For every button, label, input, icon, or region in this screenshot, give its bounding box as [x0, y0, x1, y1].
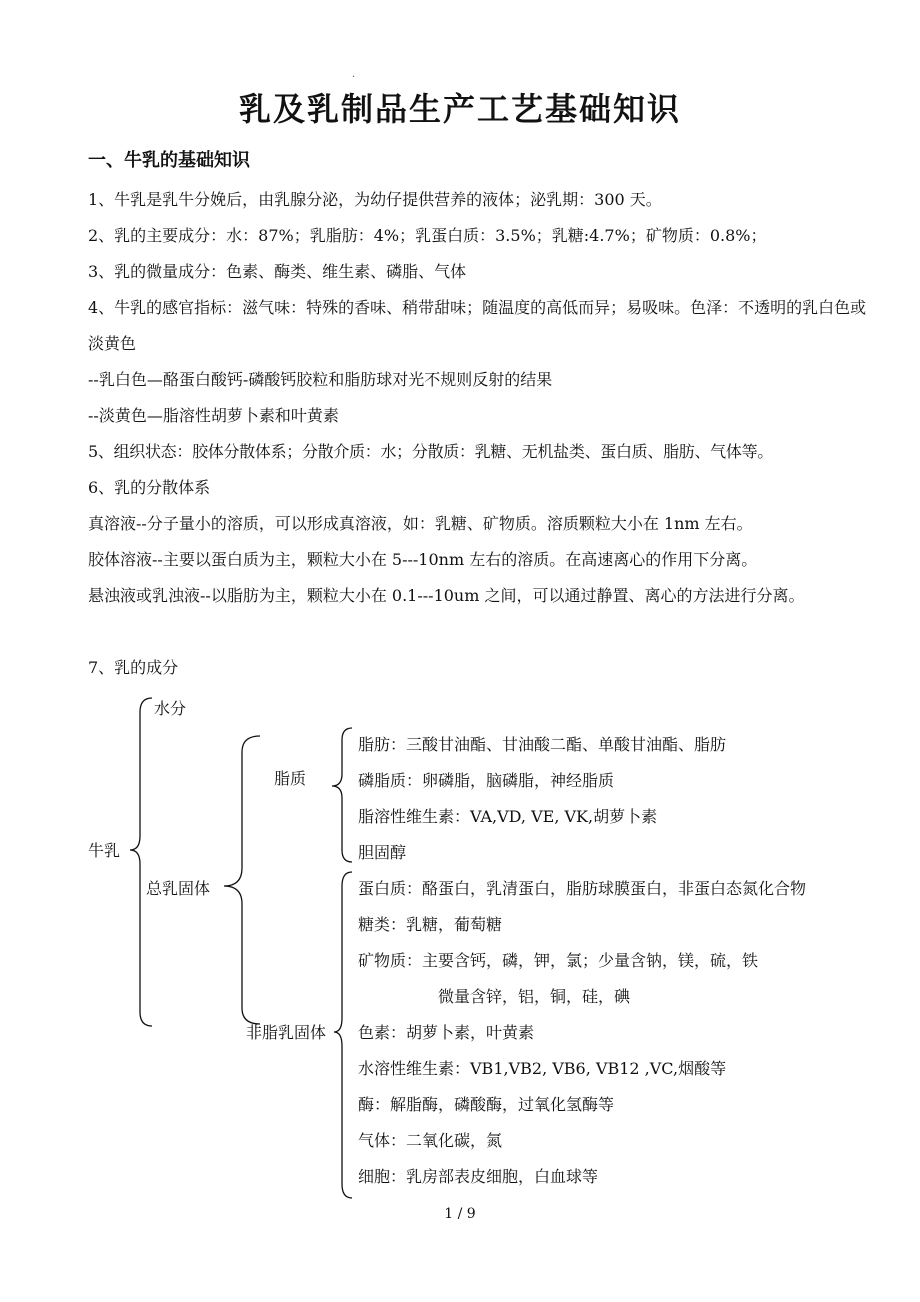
paragraph: 5、组织状态：胶体分散体系；分散介质：水；分散质：乳糖、无机盐类、蛋白质、脂肪、气体等。: [88, 442, 773, 461]
paragraph: 真溶液--分子量小的溶质，可以形成真溶液，如：乳糖、矿物质。溶质颗粒大小在 1nm 左右。: [88, 514, 753, 533]
tree-leaf: 水溶性维生素：VB1,VB2, VB6, VB12 ,VC,烟酸等: [358, 1059, 727, 1078]
tree-node-fat: 脂质: [274, 769, 307, 788]
document-title: 乳及乳制品生产工艺基础知识: [238, 90, 681, 128]
tree-leaf: 微量含锌，铝，铜，硅，碘: [438, 987, 631, 1006]
brace-nonfat: [334, 872, 352, 1198]
paragraph: 4、牛乳的感官指标：滋气味：特殊的香味、稍带甜味；随温度的高低而异；易吸味。色泽：不透明的乳白色或淡黄色: [88, 298, 867, 353]
paragraph: 2、乳的主要成分：水：87%；乳脂肪：4%；乳蛋白质：3.5%；乳糖:4.7%；矿物质：0.8%；: [88, 226, 767, 245]
tree-leaf: 胆固醇: [358, 843, 407, 862]
tree-leaf: 矿物质：主要含钙，磷，钾，氯；少量含钠，镁，硫，铁: [358, 951, 759, 970]
brace-total-solids: [224, 736, 260, 1024]
tree-leaf: 酶：解脂酶，磷酸酶，过氧化氢酶等: [358, 1095, 615, 1114]
paragraph: 胶体溶液--主要以蛋白质为主，颗粒大小在 5---10nm 左右的溶质。在高速离心的作用下分离。: [88, 550, 758, 569]
tree-node-nonfat: 非脂乳固体: [246, 1023, 327, 1042]
tree-leaf: 糖类：乳糖，葡萄糖: [358, 915, 503, 934]
brace-fat: [332, 728, 352, 862]
tree-root: 牛乳: [88, 841, 121, 860]
paragraph: 悬浊液或乳浊液--以脂肪为主，颗粒大小在 0.1---10um 之间，可以通过静置、离心的方法进行分离。: [88, 586, 805, 605]
tree-node-water: 水分: [154, 699, 187, 718]
tree-leaf: 色素：胡萝卜素，叶黄素: [358, 1023, 535, 1042]
tree-leaf: 细胞：乳房部表皮细胞，白血球等: [358, 1167, 599, 1186]
paragraph: --乳白色—酪蛋白酸钙-磷酸钙胶粒和脂肪球对光不规则反射的结果: [88, 370, 553, 389]
paragraph: 7、乳的成分: [88, 658, 179, 677]
tree-leaf: 脂肪：三酸甘油酯、甘油酸二酯、单酸甘油酯、脂肪: [358, 735, 727, 754]
tree-node-total-solids: 总乳固体: [146, 879, 211, 898]
header-mark: ·: [352, 72, 356, 83]
page-number: 1 / 9: [444, 1206, 476, 1222]
paragraph: --淡黄色—脂溶性胡萝卜素和叶黄素: [88, 406, 339, 425]
paragraph: 1、牛乳是乳牛分娩后，由乳腺分泌，为幼仔提供营养的液体；泌乳期：300 天。: [88, 190, 662, 209]
tree-leaf: 气体：二氧化碳，氮: [358, 1131, 503, 1150]
section-heading: 一、牛乳的基础知识: [88, 150, 250, 171]
paragraph: 3、乳的微量成分：色素、酶类、维生素、磷脂、气体: [88, 262, 467, 281]
brace-root: [130, 698, 152, 1026]
tree-leaf: 脂溶性维生素：VA,VD, VE, VK,胡萝卜素: [358, 807, 658, 826]
tree-leaf: 磷脂质：卵磷脂，脑磷脂，神经脂质: [358, 771, 615, 790]
tree-leaf: 蛋白质：酪蛋白，乳清蛋白，脂肪球膜蛋白，非蛋白态氮化合物: [358, 879, 807, 898]
paragraph: 6、乳的分散体系: [88, 478, 211, 497]
